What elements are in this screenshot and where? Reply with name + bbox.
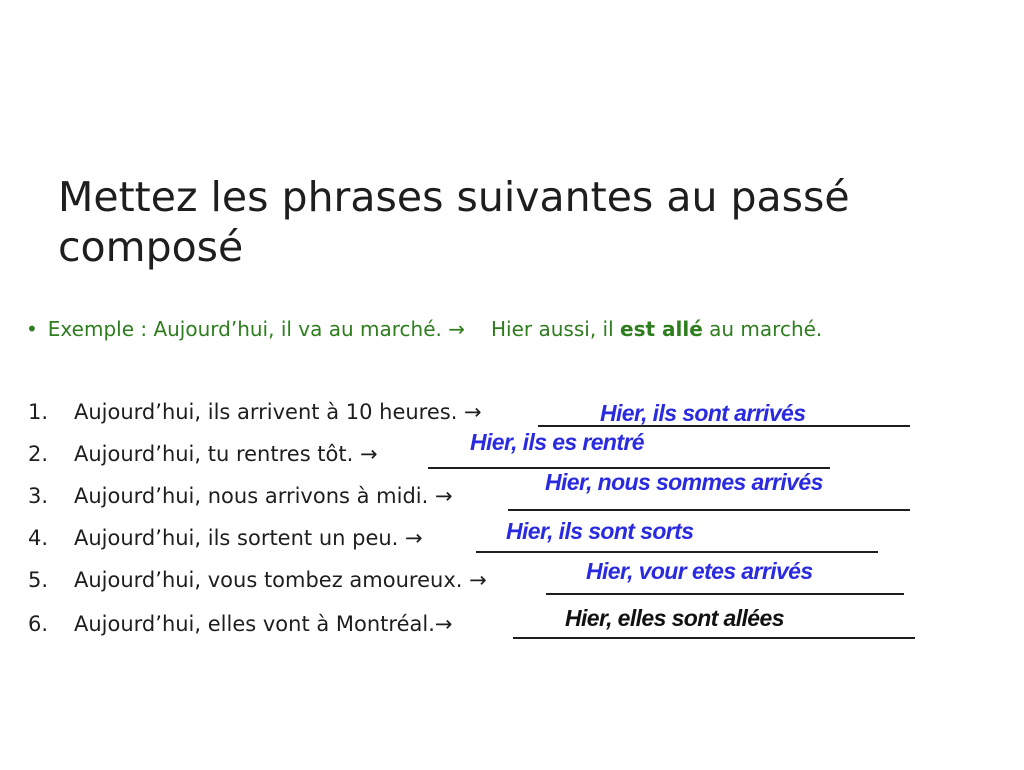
bullet: • bbox=[26, 317, 38, 341]
item-number: 3. bbox=[28, 484, 49, 508]
answer-blank bbox=[546, 593, 904, 595]
answer-blank bbox=[513, 637, 915, 639]
item-prompt: Aujourd’hui, ils sortent un peu. → bbox=[74, 526, 423, 550]
handwritten-answer: Hier, vour etes arrivés bbox=[586, 558, 813, 584]
handwritten-answer: Hier, ils sont sorts bbox=[506, 518, 694, 544]
exercise-row-2 bbox=[28, 442, 378, 472]
exercise-row-5 bbox=[28, 568, 487, 598]
handwritten-answer: Hier, elles sont allées bbox=[565, 605, 784, 631]
handwritten-answer: Hier, nous sommes arrivés bbox=[545, 469, 823, 495]
item-number: 2. bbox=[28, 442, 49, 466]
exercise-row-1 bbox=[28, 400, 482, 430]
exercise-row-3 bbox=[28, 484, 453, 514]
example-answer-after: au marché. bbox=[702, 317, 823, 341]
item-number: 1. bbox=[28, 400, 49, 424]
slide-title: Mettez les phrases suivantes au passé composé bbox=[58, 173, 850, 271]
exercise-row-4 bbox=[28, 526, 423, 556]
item-number: 4. bbox=[28, 526, 49, 550]
handwritten-answer: Hier, ils sont arrivés bbox=[600, 400, 806, 426]
example-answer-bold: est allé bbox=[620, 317, 703, 341]
answer-blank bbox=[476, 551, 878, 553]
item-number: 5. bbox=[28, 568, 49, 592]
example-prompt: Exemple : Aujourd’hui, il va au marché. → bbox=[47, 317, 466, 341]
answer-blank bbox=[508, 509, 910, 511]
item-prompt: Aujourd’hui, vous tombez amoureux. → bbox=[74, 568, 487, 592]
handwritten-answer: Hier, ils es rentré bbox=[470, 429, 644, 455]
item-prompt: Aujourd’hui, elles vont à Montréal.→ bbox=[74, 612, 453, 636]
example-answer-before: Hier aussi, il bbox=[491, 317, 621, 341]
item-prompt: Aujourd’hui, ils arrivent à 10 heures. → bbox=[74, 400, 482, 424]
item-number: 6. bbox=[28, 612, 49, 636]
item-prompt: Aujourd’hui, nous arrivons à midi. → bbox=[74, 484, 453, 508]
item-prompt: Aujourd’hui, tu rentres tôt. → bbox=[74, 442, 378, 466]
exercise-row-6 bbox=[28, 612, 452, 642]
